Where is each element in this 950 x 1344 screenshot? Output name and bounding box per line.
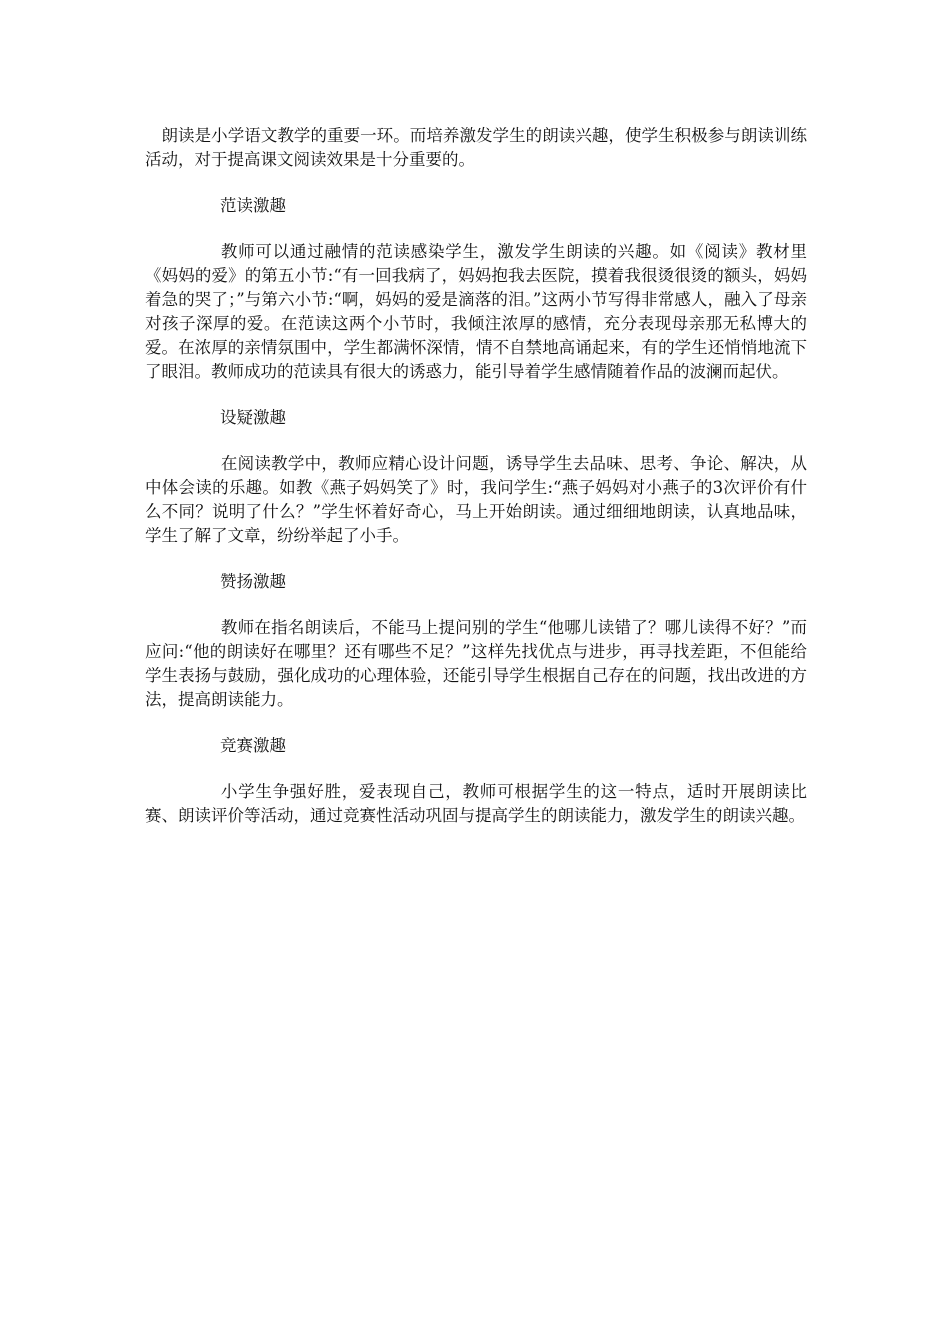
section-body-model-reading: 教师可以通过融情的范读感染学生，激发学生朗读的兴趣。如《阅读》教材里《妈妈的爱》的第五小节:“有一回我病了，妈妈抱我去医院，摸着我很烫很烫的额头，妈妈着急的哭了；”与第六小节:“啊，妈妈的爱是滴落的泪。”这两小节写得非常感人，融入了母亲对孩子深厚的爱。在范读这两个小节时，我倾注浓厚的感情，充分表现母亲那无私博大的爱。在浓厚的亲情氛围中，学生都满怀深情，情不自禁地高诵起来，有的学生还悄悄地流下了眼泪。教师成功的范读具有很大的诱惑力，能引导着学生感情随着作品的波澜而起伏。 — [145, 242, 807, 381]
section-body-praise: 教师在指名朗读后，不能马上提问别的学生“他哪儿读错了？哪儿读得不好？”而应问:“他的朗读好在哪里？还有哪些不足？”这样先找优点与进步，再寻找差距，不但能给学生表扬与鼓励，强化成功的心理体验，还能引导学生根据自己存在的问题，找出改进的方法，提高朗读能力。 — [145, 618, 807, 709]
section-body-competition: 小学生争强好胜，爱表现自己，教师可根据学生的这一特点，适时开展朗读比赛、朗读评价等活动，通过竞赛性活动巩固与提高学生的朗读能力，激发学生的朗读兴趣。 — [145, 782, 807, 825]
section-heading-questioning: 设疑激趣 — [220, 408, 286, 427]
section-heading-competition: 竞赛激趣 — [220, 736, 286, 755]
section-body-questioning: 在阅读教学中，教师应精心设计问题，诱导学生去品味、思考、争论、解决，从中体会读的乐趣。如教《燕子妈妈笑了》时，我问学生:“燕子妈妈对小燕子的3次评价有什么不同？说明了什么？”学生怀着好奇心，马上开始朗读。通过细细地朗读，认真地品味，学生了解了文章，纷纷举起了小手。 — [145, 454, 807, 545]
section-heading-praise: 赞扬激趣 — [220, 572, 286, 591]
intro-paragraph: 朗读是小学语文教学的重要一环。而培养激发学生的朗读兴趣，使学生积极参与朗读训练活动，对于提高课文阅读效果是十分重要的。 — [145, 126, 807, 169]
document-body — [145, 124, 807, 850]
section-heading-model-reading: 范读激趣 — [220, 196, 286, 215]
